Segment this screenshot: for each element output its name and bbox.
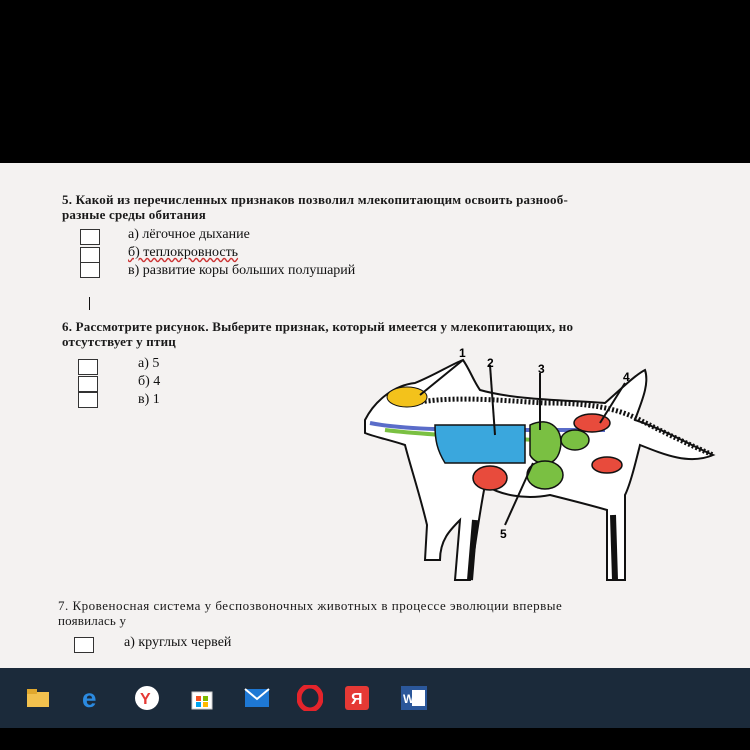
figure-label-2: 2 bbox=[487, 356, 494, 370]
yandex-icon[interactable] bbox=[343, 685, 371, 711]
option-q5-c: в) развитие коры больших полушарий bbox=[128, 263, 356, 278]
figure-label-4: 4 bbox=[623, 370, 630, 384]
figure-label-3: 3 bbox=[538, 362, 545, 376]
yandex-browser-icon[interactable] bbox=[133, 685, 161, 711]
option-q5-a: а) лёгочное дыхание bbox=[128, 227, 250, 242]
checkbox-q5-c[interactable] bbox=[80, 262, 100, 278]
mammal-anatomy-figure bbox=[345, 345, 725, 585]
figure-label-5: 5 bbox=[500, 527, 507, 541]
question-7 bbox=[58, 598, 562, 628]
option-q6-c: в) 1 bbox=[138, 392, 160, 407]
word-icon[interactable] bbox=[400, 685, 428, 711]
checkbox-q5-b[interactable] bbox=[80, 247, 100, 263]
option-q6-b: б) 4 bbox=[138, 374, 161, 389]
question-5-title-line2: разные среды обитания bbox=[62, 207, 206, 222]
question-5 bbox=[62, 192, 568, 222]
svg-text:e: e bbox=[82, 685, 97, 711]
store-icon[interactable] bbox=[188, 685, 216, 711]
option-q7-a: а) круглых червей bbox=[124, 635, 232, 650]
question-7-title-line1: 7. Кровеносная система у беспозвоночных животных в процессе эволюции впервые bbox=[58, 598, 563, 613]
checkbox-q6-a[interactable] bbox=[78, 359, 98, 375]
question-6-title-line2: отсутствует у птиц bbox=[62, 334, 176, 349]
option-q6-a: а) 5 bbox=[138, 356, 160, 371]
question-7-title-line2: появилась у bbox=[58, 613, 127, 628]
edge-icon[interactable] bbox=[78, 685, 106, 711]
screen-bezel bbox=[0, 728, 750, 750]
checkbox-q6-b[interactable] bbox=[78, 376, 98, 392]
option-q5-b: б) теплокровность bbox=[128, 245, 239, 260]
checkbox-q5-a[interactable] bbox=[80, 229, 100, 245]
svg-text:W: W bbox=[403, 692, 415, 706]
text-cursor bbox=[89, 297, 90, 310]
windows-taskbar bbox=[0, 668, 750, 728]
checkbox-q7-a[interactable] bbox=[74, 637, 94, 653]
mail-icon[interactable] bbox=[243, 685, 271, 711]
question-5-title-line1: 5. Какой из перечисленных признаков позволил млекопитающим освоить разнооб- bbox=[62, 192, 568, 207]
checkbox-q6-c[interactable] bbox=[78, 392, 98, 408]
svg-text:Y: Y bbox=[140, 691, 151, 708]
file-explorer-icon[interactable] bbox=[24, 685, 52, 711]
question-6-title-line1: 6. Рассмотрите рисунок. Выберите признак, который имеется у млекопитающих, но bbox=[62, 319, 574, 334]
figure-label-1: 1 bbox=[459, 346, 466, 360]
svg-text:Я: Я bbox=[351, 691, 363, 708]
opera-icon[interactable] bbox=[296, 685, 324, 711]
